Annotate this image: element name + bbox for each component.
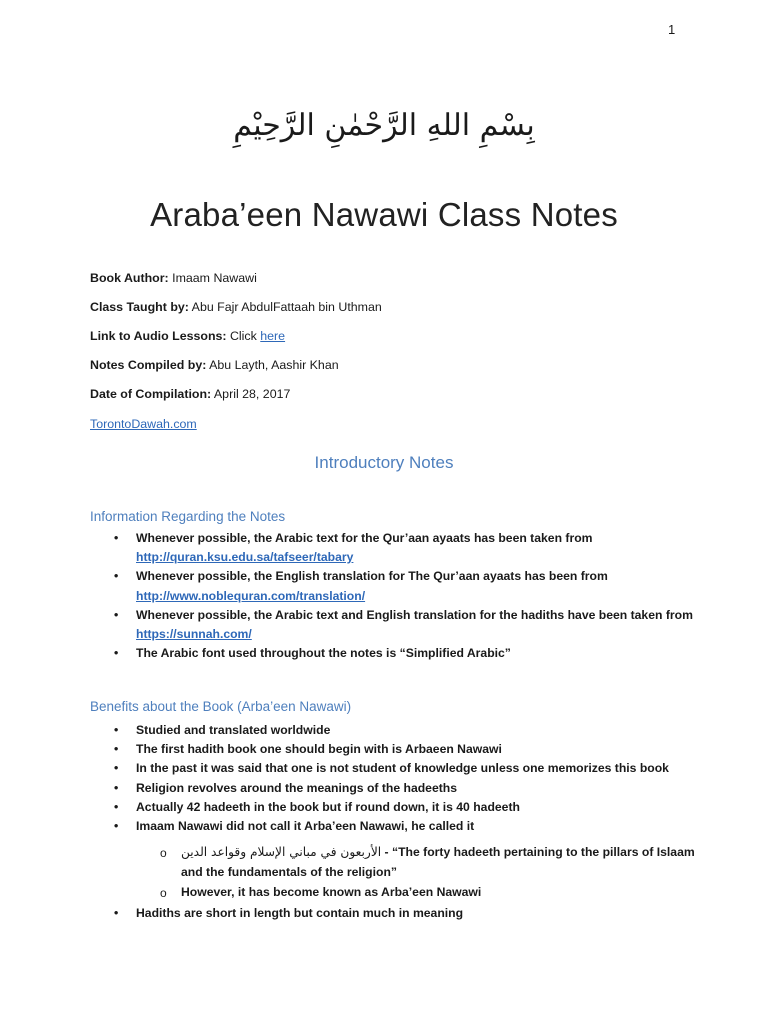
book-title-translation: - “The forty hadeeth pertaining to the pillars of Islaam <box>381 845 695 859</box>
list-item: • In the past it was said that one is not student of knowledge unless one memorizes this book <box>90 759 710 778</box>
document-title: Araba’een Nawawi Class Notes <box>150 196 618 233</box>
list-item: • Religion revolves around the meanings of the hadeeths <box>90 779 710 798</box>
list-item: • Hadiths are short in length but contain much in meaning <box>90 904 710 923</box>
section-heading-introductory: Introductory Notes <box>314 453 454 472</box>
meta-audio-label: Link to Audio Lessons: <box>90 329 227 343</box>
meta-date-label: Date of Compilation: <box>90 387 212 401</box>
list-item: • Imaam Nawawi did not call it Arba’een Nawawi, he called it <box>90 817 710 836</box>
sub-bullet-marker: o <box>160 846 167 860</box>
meta-date <box>90 387 290 401</box>
list-item <box>90 644 710 663</box>
meta-site <box>90 417 197 431</box>
info-item-text: The Arabic font used throughout the notes is “Simplified Arabic” <box>136 646 511 661</box>
list-item <box>90 529 710 567</box>
benefits-heading: Benefits about the Book (Arba’een Nawawi) <box>90 699 352 714</box>
meta-compiled-value: Abu Layth, Aashir Khan <box>206 358 339 372</box>
meta-compiled-label: Notes Compiled by: <box>90 358 207 372</box>
basmala: بِسْمِ اللهِ الرَّحْمٰنِ الرَّحِيْمِ <box>233 108 535 143</box>
info-item-text: Whenever possible, the Arabic text and English translation for the hadiths have been taken from <box>136 607 693 622</box>
list-item: • Actually 42 hadeeth in the book but if round down, it is 40 hadeeth <box>90 798 710 817</box>
info-item-link[interactable]: https://sunnah.com/ <box>136 627 252 642</box>
info-item-text: Whenever possible, the Arabic text for the Qur’aan ayaats has been taken from <box>136 531 593 545</box>
meta-audio-prefix: Click <box>226 329 261 343</box>
info-item-link[interactable]: http://www.noblequran.com/translation/ <box>136 588 366 603</box>
info-list <box>90 529 710 663</box>
info-item-text: Whenever possible, the English translation for The Qur’aan ayaats has been from <box>136 569 608 584</box>
meta-author-value: Imaam Nawawi <box>168 271 257 285</box>
arabic-book-title: الأربعون في مباني الإسلام وقواعد الدين <box>181 845 382 859</box>
meta-taught-value: Abu Fajr AbdulFattaah bin Uthman <box>188 300 382 314</box>
benefits-list-cont <box>90 904 710 923</box>
page-number: 1 <box>668 22 676 37</box>
meta-date-value: April 28, 2017 <box>211 387 291 401</box>
info-heading: Information Regarding the Notes <box>90 509 286 524</box>
book-title-translation-cont: and the fundamentals of the religion” <box>181 865 398 879</box>
list-item <box>90 567 710 605</box>
meta-author-label: Book Author: <box>90 271 169 285</box>
info-item-link[interactable]: http://quran.ksu.edu.sa/tafseer/tabary <box>136 550 354 565</box>
meta-author <box>90 271 257 285</box>
benefits-list <box>90 721 710 836</box>
site-link[interactable]: TorontoDawah.com <box>90 417 197 431</box>
audio-link[interactable]: here <box>260 329 286 343</box>
meta-audio <box>90 329 285 343</box>
meta-compiled <box>90 358 339 372</box>
meta-taught <box>90 300 382 314</box>
list-item <box>90 606 710 644</box>
list-item: • The first hadith book one should begin with is Arbaeen Nawawi <box>90 740 710 759</box>
sub-bullet-marker: o <box>160 886 167 900</box>
sub-list-item-book-name <box>181 842 701 882</box>
meta-taught-label: Class Taught by: <box>90 300 189 314</box>
list-item: • Studied and translated worldwide <box>90 721 710 740</box>
sub-list-item-known-as: However, it has become known as Arba’een Nawawi <box>181 885 482 899</box>
